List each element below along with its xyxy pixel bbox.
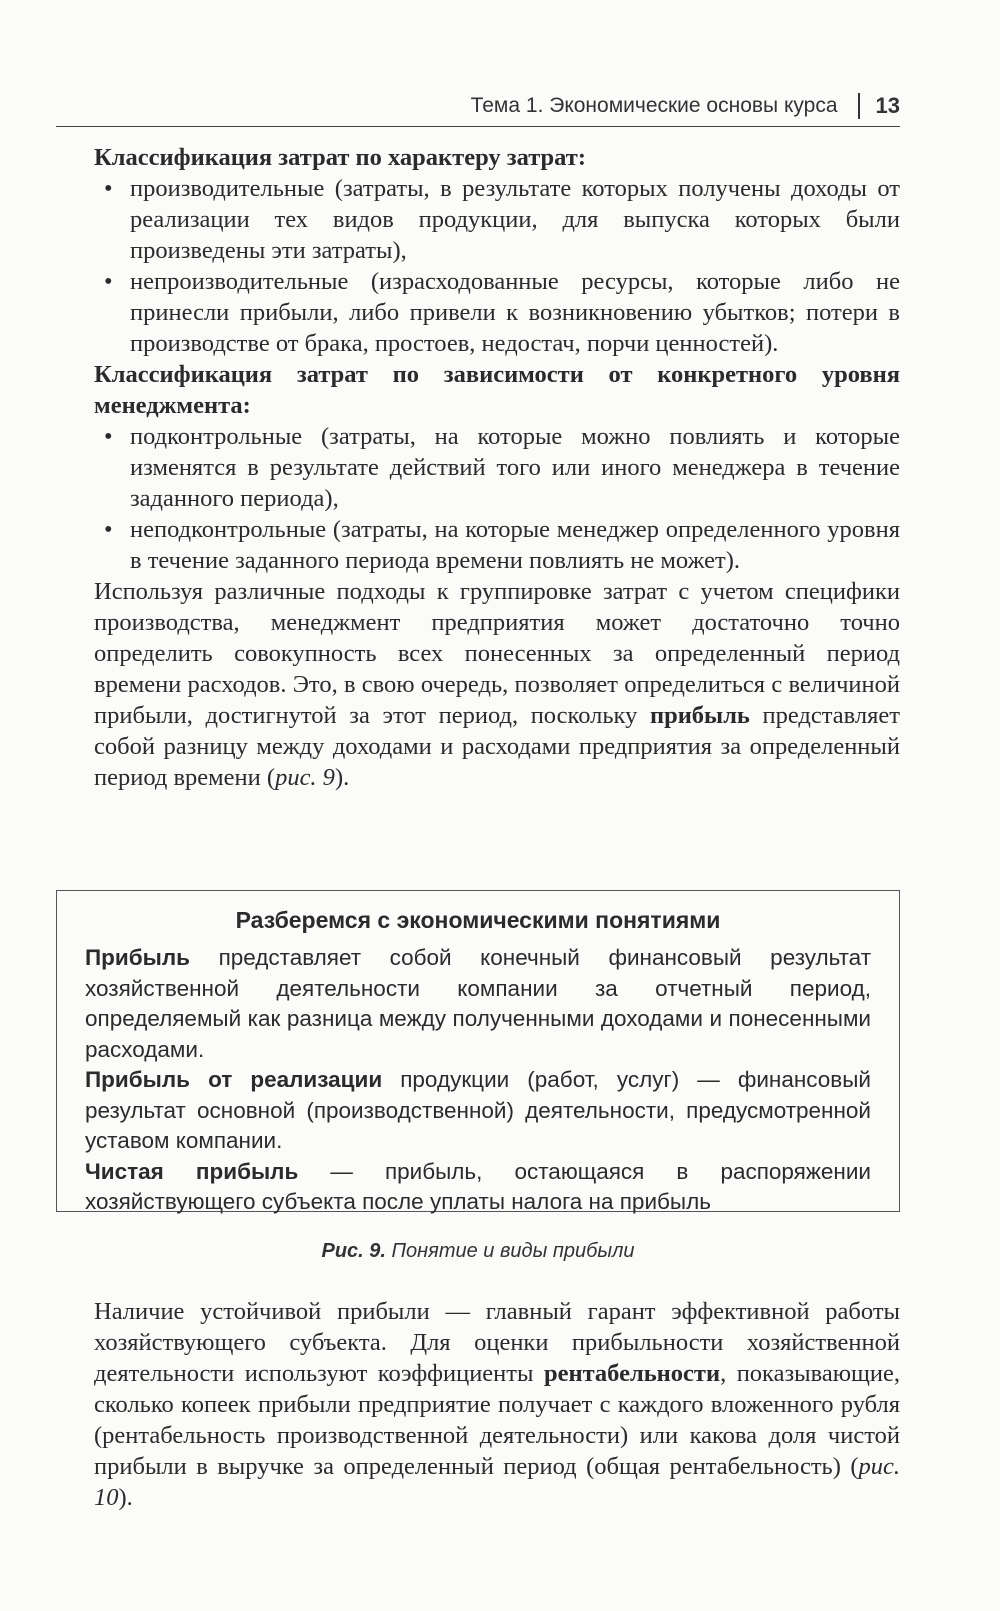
running-title: Тема 1. Экономические основы курса [470,94,838,117]
definition-text: представляет собой конечный финансовый результат хозяйственной деятельности компании за отчетный период, определяемый как разница между полученными доходами и понесенными расходами. [85,945,871,1062]
definition-term: Прибыль от реализации [85,1067,383,1092]
box-title: Разберемся с экономическими понятиями [235,907,721,933]
paragraph-text: Используя различные подходы к группировке затрат с учетом специфики производства, менеджмент предприятия может достаточно точно определить совокупность всех понесенных за определенный период времени расходов. Это, в свою очередь, позволяет определиться с величиной прибыли, достигнутой за этот период, поскольку [94,578,900,729]
figure-reference: рис. 9 [275,764,335,791]
paragraph-1 [94,576,900,793]
page-number: 13 [875,93,900,118]
figure-reference: рис. 10 [94,1453,900,1511]
main-text [94,142,900,793]
bold-term: прибыль [649,702,750,729]
paragraph-text: ). [334,764,350,791]
paragraph-2 [94,1296,900,1513]
section1-list [94,173,900,359]
definition-text: — прибыль, остающаяся в распоряжении хозяйствующего субъекта после уплаты налога на прибыль [85,1158,871,1214]
definition-sales-profit [85,1065,871,1157]
caption-label: Рис. 9. [321,1240,386,1262]
paragraph-text: Наличие устойчивой прибыли — главный гарант эффективной работы хозяйствующего субъекта. Для оценки прибыльности хозяйственной деятельности используют коэффициенты [94,1298,900,1387]
list-item: • подконтрольные (затраты, на которые можно повлиять и которые изменятся в результате действий того или иного менеджера в течение заданного периода), [94,421,900,514]
section2-heading: Классификация затрат по зависимости от конкретного уровня менеджмента: [94,361,900,419]
list-item: • непроизводительные (израсходованные ресурсы, которые либо не принесли прибыли, либо привели к возникновению убытков; потери в производстве от брака, простоев, недостач, порчи ценностей). [94,266,900,359]
paragraph-text: представляет собой разницу между доходами и расходами предприятия за определенный период времени ( [94,702,900,791]
caption-text: Понятие и виды прибыли [385,1240,635,1262]
definition-text: продукции (работ, услуг) — финансовый результат основной (производственной) деятельности, предусмотренной уставом компании. [85,1067,872,1153]
running-header [56,86,900,127]
bold-term: рентабельности [543,1360,721,1387]
section2-list [94,421,900,576]
definition-net-profit [85,1157,871,1218]
main-text-2 [94,1296,900,1513]
list-item: • неподконтрольные (затраты, на которые менеджер определенного уровня в течение заданного периода времени повлиять не может). [94,514,900,576]
paragraph-text: ). [118,1484,133,1511]
list-item: • производительные (затраты, в результате которых получены доходы от реализации тех видов продукции, для выпуска которых были произведены эти затраты), [94,173,900,266]
definition-term: Прибыль [85,945,190,970]
definition-term: Чистая прибыль [85,1158,299,1184]
paragraph-text: , показывающие, сколько копеек прибыли предприятие получает с каждого вложенного рубля (рентабельность производственной деятельности) или какова доля чистой прибыли в выручке за определенный период (общая рентабельность) ( [94,1360,900,1480]
definitions-box [56,890,900,1212]
section1-heading: Классификация затрат по характеру затрат: [94,144,586,171]
figure-caption [56,1240,900,1263]
definition-profit [85,943,871,1065]
header-separator [858,93,860,119]
